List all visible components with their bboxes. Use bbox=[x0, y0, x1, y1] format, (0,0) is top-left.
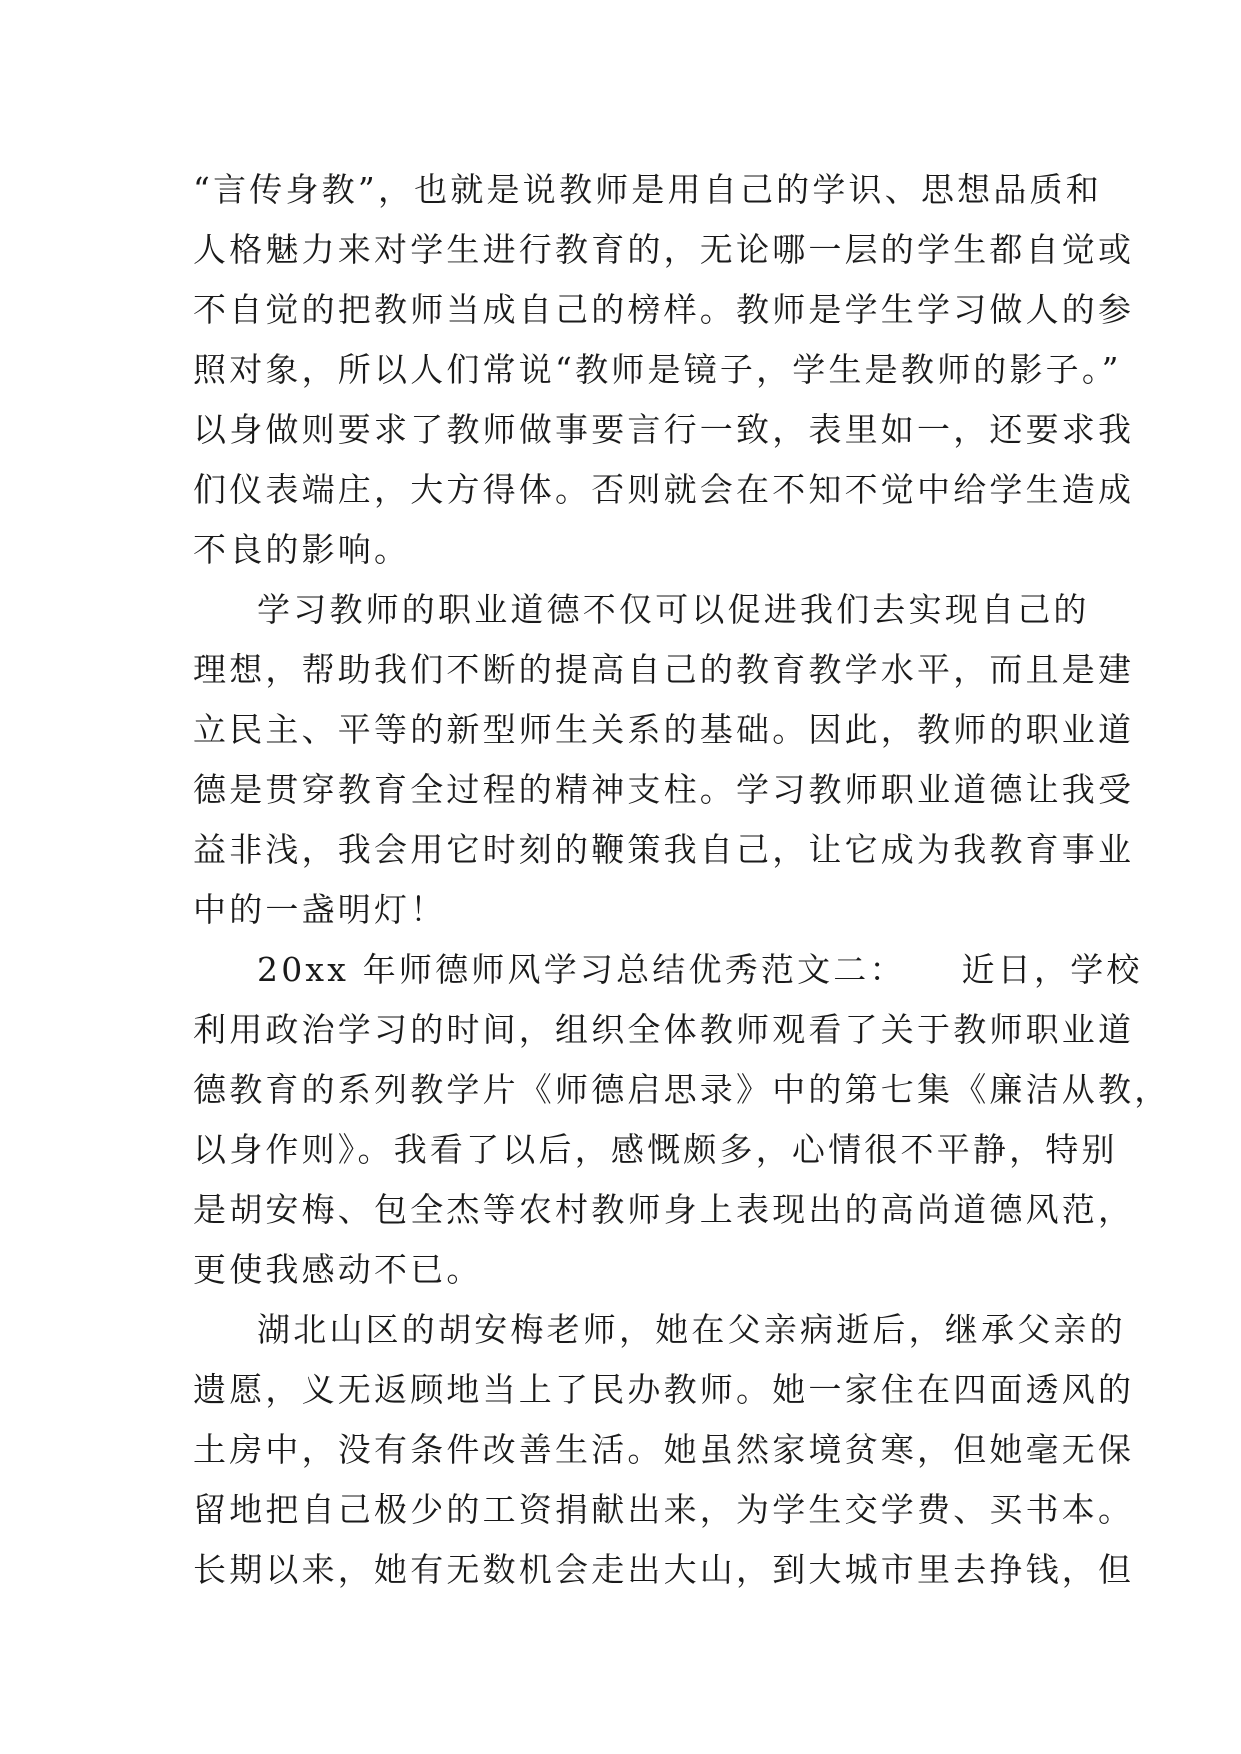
text-line: 不良的影响。 bbox=[193, 530, 411, 569]
text-line: 以身做则要求了教师做事要言行一致，表里如一，还要求我 bbox=[193, 410, 1135, 449]
text-line: “言传身教”，也就是说教师是用自己的学识、思想品质和 bbox=[193, 170, 1102, 209]
text-line: 不自觉的把教师当成自己的榜样。教师是学生学习做人的参 bbox=[193, 290, 1135, 329]
text-line: 德教育的系列教学片《师德启思录》中的第七集《廉洁从教， bbox=[193, 1070, 1171, 1109]
paragraph-start-line: 学习教师的职业道德不仅可以促进我们去实现自己的 bbox=[257, 590, 1090, 629]
text-line: 益非浅，我会用它时刻的鞭策我自己，让它成为我教育事业 bbox=[193, 830, 1135, 869]
body-text bbox=[193, 160, 1171, 1600]
text-line: 立民主、平等的新型师生关系的基础。因此，教师的职业道 bbox=[193, 710, 1135, 749]
paragraph-start-line: 湖北山区的胡安梅老师，她在父亲病逝后，继承父亲的 bbox=[257, 1310, 1126, 1349]
text-line: 们仪表端庄，大方得体。否则就会在不知不觉中给学生造成 bbox=[193, 470, 1135, 509]
text-line: 长期以来，她有无数机会走出大山，到大城市里去挣钱，但 bbox=[193, 1550, 1135, 1589]
text-line: 照对象，所以人们常说“教师是镜子，学生是教师的影子。” bbox=[193, 350, 1122, 389]
text-line: 更使我感动不已。 bbox=[193, 1250, 483, 1289]
text-line: 留地把自己极少的工资捐献出来，为学生交学费、买书本。 bbox=[193, 1490, 1135, 1529]
text-line: 以身作则》。我看了以后，感慨颇多，心情很不平静，特别 bbox=[193, 1130, 1118, 1169]
text-line: 德是贯穿教育全过程的精神支柱。学习教师职业道德让我受 bbox=[193, 770, 1135, 809]
text-line: 利用政治学习的时间，组织全体教师观看了关于教师职业道 bbox=[193, 1010, 1135, 1049]
text-line: 理想，帮助我们不断的提高自己的教育教学水平，而且是建 bbox=[193, 650, 1135, 689]
text-line: 中的一盏明灯！ bbox=[193, 890, 447, 929]
text-line: 遗愿，义无返顾地当上了民办教师。她一家住在四面透风的 bbox=[193, 1370, 1135, 1409]
text-line: 是胡安梅、包全杰等农村教师身上表现出的高尚道德风范， bbox=[193, 1190, 1135, 1229]
text-line: 土房中，没有条件改善生活。她虽然家境贫寒，但她毫无保 bbox=[193, 1430, 1135, 1469]
text-line: 人格魅力来对学生进行教育的，无论哪一层的学生都自觉或 bbox=[193, 230, 1135, 269]
paragraph-start-line: 20xx 年师德师风学习总结优秀范文二： 近日，学校 bbox=[257, 950, 1143, 989]
